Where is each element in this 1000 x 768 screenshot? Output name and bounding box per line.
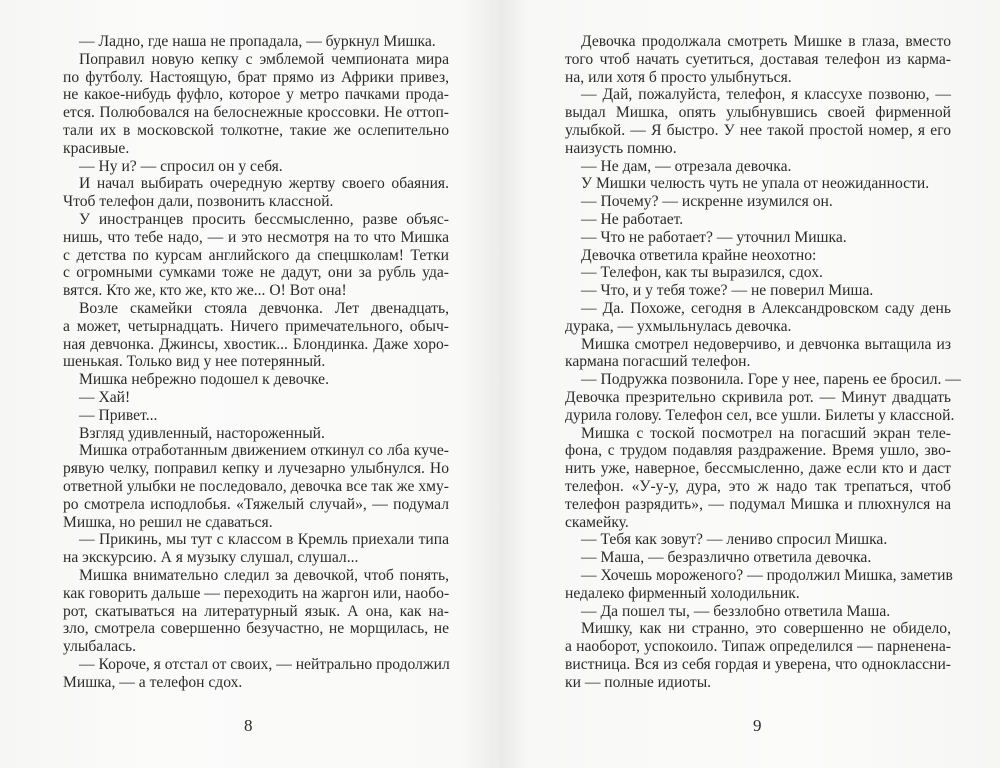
text-line: — Телефон, как ты выразился, сдох. (581, 264, 823, 282)
text-line: — Что, и у тебя тоже? — не поверил Миша. (581, 282, 874, 300)
text-line: Девочка ответила крайне неохотно: (581, 246, 817, 264)
text-line: того чтоб начать суетиться, доставая телефон из карма- (565, 50, 951, 68)
text-line: улыбкой. — Я быстро. У нее такой простой номер, я его (565, 121, 951, 139)
text-line: — Что не работает? — уточнил Мишка. (581, 228, 847, 246)
text-line: У иностранцев просить бессмысленно, разве объяс- (79, 210, 449, 228)
text-line: вятся. Кто же, кто же, кто же... О! Вот она! (63, 282, 347, 300)
text-line: выдал Мишка, опять улыбнувшись своей фирменной (565, 104, 951, 122)
text-line: Мишка, — а телефон сдох. (63, 673, 243, 691)
text-line: ется. Полюбовался на белоснежные кроссовки. Не оттоп- (63, 104, 449, 122)
text-line: ро смотрела исподлобья. «Тяжелый случай», — подумал (63, 495, 449, 513)
text-line: зло, смотрела совершенно безучастно, не морщилась, не (63, 620, 449, 638)
text-line: шенькая. Только вид у нее потерянный. (63, 353, 326, 371)
text-line: — Да. Похоже, сегодня в Александровском саду день (581, 299, 951, 317)
text-line: недалеко фирменный холодильник. (565, 584, 800, 602)
text-line: Поправил новую кепку с эмблемой чемпионата мира (79, 50, 449, 68)
text-line: как говорить дальше — переходить на жаргон или, наобо- (63, 584, 450, 602)
text-line: — Дай, пожалуйста, телефон, я классухе позвоню, — (581, 86, 951, 104)
text-line: — Короче, я отстал от своих, — нейтрально продолжил (79, 655, 450, 673)
text-line: а может, четырнадцать. Ничего примечательного, обыч- (63, 317, 449, 335)
text-line: Мишка, но решил не сдаваться. (63, 513, 273, 531)
text-line: — Почему? — искренне изумился он. (581, 193, 833, 211)
text-line: — Прикинь, мы тут с классом в Кремль приехали типа (79, 531, 449, 549)
text-line: ответной улыбки не последовало, девочка все так же хму- (63, 477, 449, 495)
text-line: — Привет... (79, 406, 158, 424)
text-line: — Да пошел ты, — беззлобно ответила Маша. (581, 602, 891, 620)
page-number: 8 (244, 716, 253, 735)
text-line: Возле скамейки стояла девчонка. Лет двенадцать, (79, 299, 449, 317)
text-line: — Ладно, где наша не пропадала, — буркнул Мишка. (79, 33, 436, 50)
text-line: — Не дам, — отрезала девочка. (581, 157, 792, 175)
text-line: рот, скатываться на литературный язык. А она, как на- (63, 602, 449, 620)
right-page (500, 0, 1000, 768)
text-line: Девочка продолжала смотреть Мишке в глаза, вместо (581, 33, 951, 50)
text-line: вистница. Вся из себя гордая и уверена, что одноклассни- (565, 655, 951, 673)
text-line: красивые. (63, 139, 130, 157)
text-line: Мишку, как ни странно, это совершенно не обидело, (581, 620, 951, 638)
text-line: Взгляд удивленный, настороженный. (79, 424, 325, 442)
page-text (63, 33, 449, 691)
text-line: дурила голову. Телефон сел, все ушли. Билеты у классной. (565, 406, 955, 424)
text-line: скамейку. (565, 513, 629, 531)
text-line: наизусть помню. (565, 139, 677, 157)
text-line: с детства по курсам английского да спецшколам! Тетки (63, 246, 449, 264)
text-line: улыбалась. (63, 638, 136, 656)
text-line: кармана погасший телефон. (565, 353, 751, 371)
text-line: Мишка внимательно следил за девочкой, чтоб понять, (79, 566, 449, 584)
text-line: — Хочешь мороженого? — продолжил Мишка, заметив (581, 566, 953, 584)
text-line: — Ну и? — спросил он у себя. (79, 157, 283, 175)
text-line: — Хай! (79, 388, 131, 406)
text-line: — Не работает. (581, 210, 684, 228)
text-line: телефон. «У-у-у, дура, это ж надо так трепаться, чтоб (565, 477, 951, 495)
text-line: ки — полные идиоты. (565, 673, 712, 691)
text-line: У Мишки челюсть чуть не упала от неожиданности. (581, 175, 930, 193)
text-line: нишь, что тебе надо, — и это несмотря на то что Мишка (63, 228, 449, 246)
text-line: Чтоб телефон дали, позвонить классной. (63, 193, 334, 211)
text-line: рявую челку, поправил кепку и лучезарно улыбнулся. Но (63, 460, 449, 478)
text-line: на экскурсию. А я музыку слушал, слушал... (63, 549, 359, 567)
text-line: Мишка небрежно подошел к девочке. (79, 371, 329, 389)
text-line: нить уже, наверное, бессмысленно, даже если кто и даст (565, 460, 951, 478)
text-line: — Тебя как зовут? — лениво спросил Мишка. (581, 531, 888, 549)
text-line: тали их в московской толкотне, такие же ослепительно (63, 121, 449, 139)
text-line: Девочка презрительно скривила рот. — Минут двадцать (565, 388, 951, 406)
text-line: с огромными сумками тоже не дадут, они за рубль уда- (63, 264, 449, 282)
page-text (565, 33, 961, 691)
text-line: фона, с трудом подавляя раздражение. Время ушло, зво- (565, 442, 951, 460)
text-line: телефон разрядить», — подумал Мишка и плюхнулся на (565, 495, 951, 513)
text-line: — Подружка позвонила. Горе у нее, парень ее бросил. — (581, 371, 961, 389)
text-line: Мишка отработанным движением откинул со лба куче- (79, 442, 449, 460)
text-line: на, или хотя б просто улыбнуться. (565, 68, 792, 86)
text-line: И начал выбирать очередную жертву своего обаяния. (79, 175, 449, 193)
page-number: 9 (753, 716, 762, 735)
text-line: дурака, — ухмыльнулась девочка. (565, 317, 792, 335)
text-line: — Маша, — безразлично ответила девочка. (581, 549, 872, 567)
text-line: Мишка смотрел недоверчиво, и девчонка вытащила из (581, 335, 951, 353)
text-line: а наоборот, успокоило. Типаж определился — парненена- (565, 638, 951, 656)
text-line: Мишка с тоской посмотрел на погасший экран теле- (581, 424, 951, 442)
text-line: не какое-нибудь фуфло, которое у метро пачками прода- (63, 86, 449, 104)
text-line: по футболу. Настоящую, брат прямо из Африки привез, (63, 68, 449, 86)
text-line: ная девчонка. Джинсы, хвостик... Блондинка. Даже хоро- (63, 335, 449, 353)
